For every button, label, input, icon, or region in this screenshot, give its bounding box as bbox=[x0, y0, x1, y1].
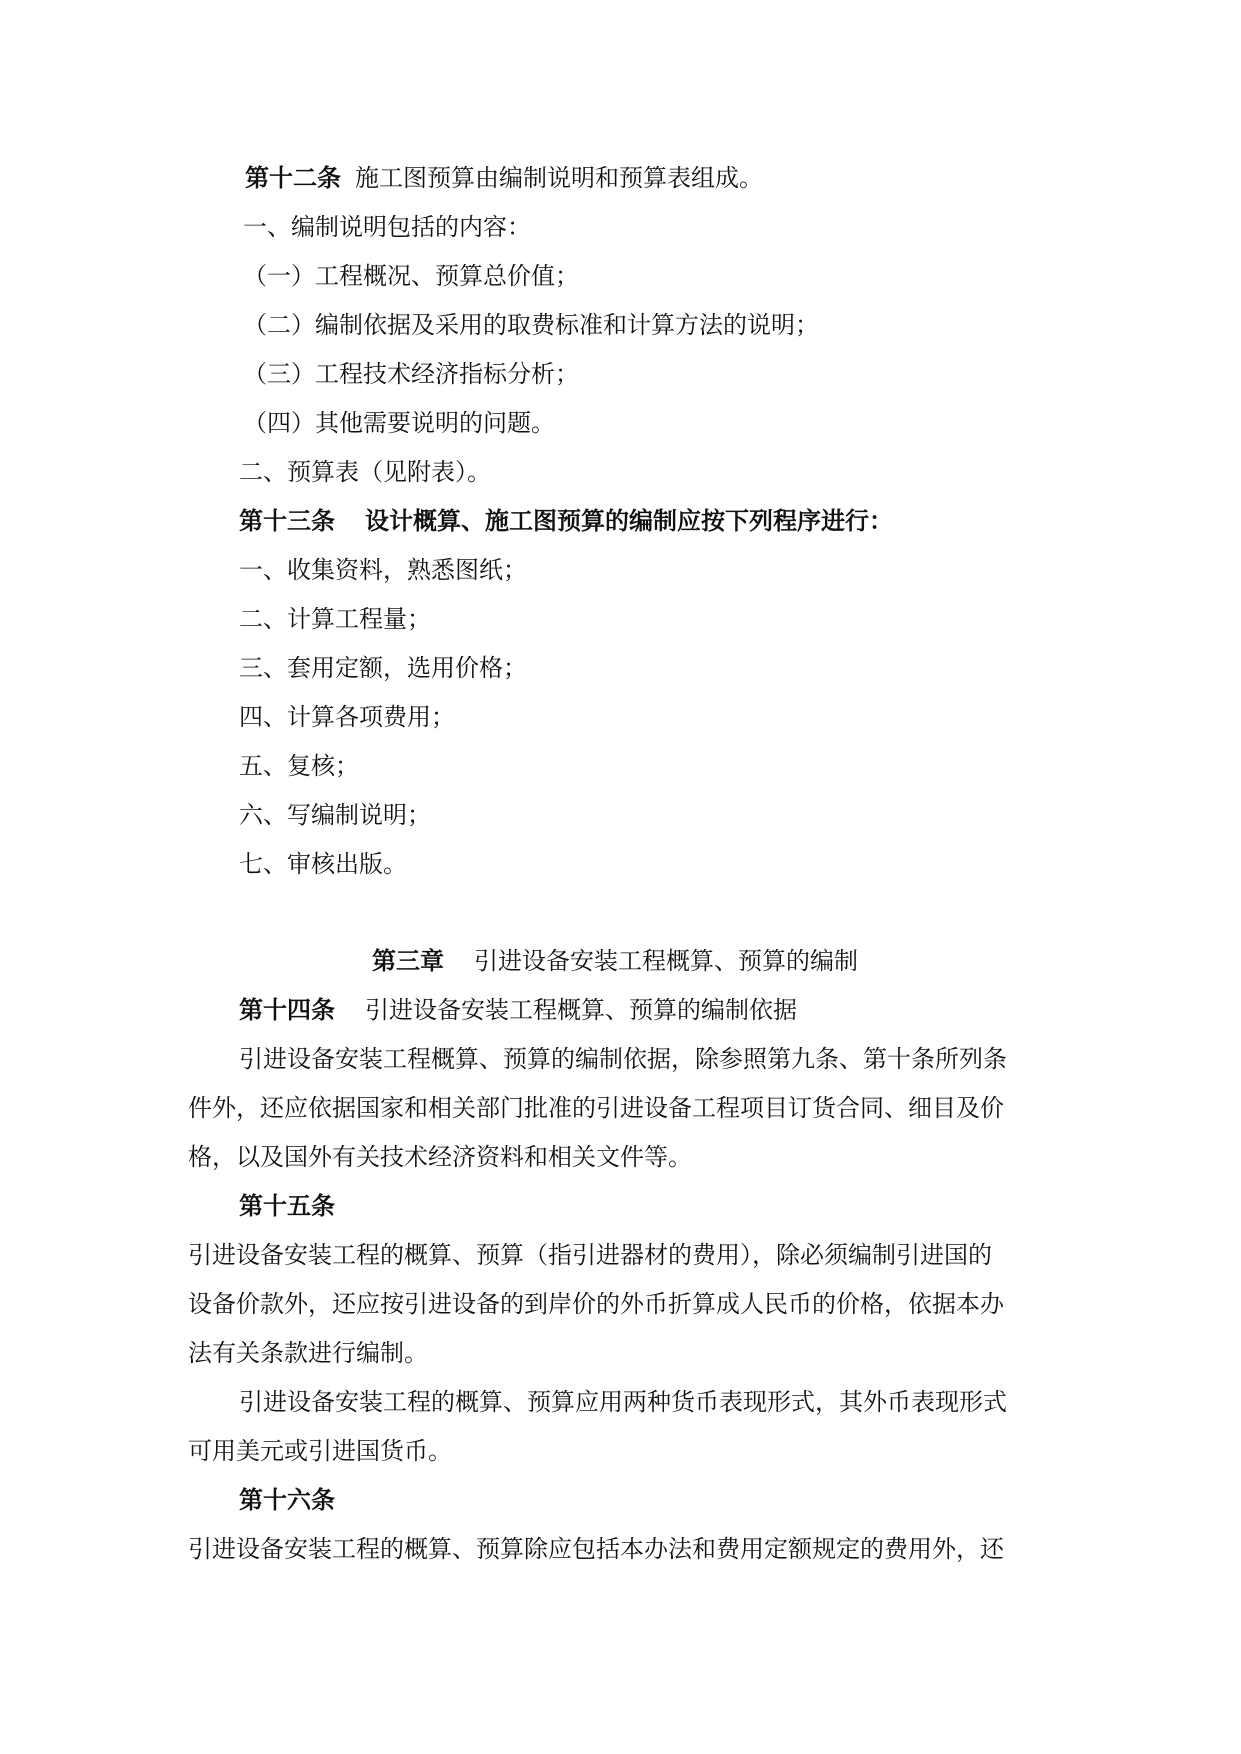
article-16-paragraph-line: 引进设备安装工程的概算、预算除应包括本办法和费用定额规定的费用外，还 bbox=[188, 1535, 1004, 1563]
article-15-title: 第十五条 bbox=[239, 1191, 335, 1220]
article-14-paragraph-line: 件外，还应依据国家和相关部门批准的引进设备工程项目订货合同、细目及价 bbox=[188, 1094, 1004, 1122]
article-15-paragraph-line: 可用美元或引进国货币。 bbox=[188, 1437, 452, 1465]
article-12-line-4: （三）工程技术经济指标分析； bbox=[243, 360, 579, 388]
article-12-line-6: 二、预算表（见附表）。 bbox=[239, 458, 491, 486]
article-13-title: 第十三条 bbox=[239, 506, 335, 535]
article-15-paragraph-line: 设备价款外，还应按引进设备的到岸价的外币折算成人民币的价格，依据本办 bbox=[188, 1290, 1004, 1318]
article-15-paragraph-line: 引进设备安装工程的概算、预算应用两种货币表现形式，其外币表现形式 bbox=[239, 1388, 1007, 1416]
article-13-step: 二、计算工程量； bbox=[239, 605, 431, 633]
article-12-line-5: （四）其他需要说明的问题。 bbox=[243, 409, 555, 437]
article-12-line-2: （一）工程概况、预算总价值； bbox=[243, 262, 579, 290]
chapter-3-title: 引进设备安装工程概算、预算的编制 bbox=[474, 947, 858, 975]
article-15-paragraph-line: 引进设备安装工程的概算、预算（指引进器材的费用），除必须编制引进国的 bbox=[188, 1241, 992, 1269]
article-14-paragraph-line: 格，以及国外有关技术经济资料和相关文件等。 bbox=[188, 1143, 692, 1171]
article-13-step: 七、审核出版。 bbox=[239, 850, 407, 878]
chapter-3-heading bbox=[372, 945, 858, 977]
chapter-3-number: 第三章 bbox=[372, 946, 444, 975]
article-13-heading bbox=[239, 505, 893, 537]
article-12-heading bbox=[245, 162, 763, 194]
article-12-line-1: 一、编制说明包括的内容： bbox=[243, 213, 531, 241]
article-13-text: 设计概算、施工图预算的编制应按下列程序进行： bbox=[365, 506, 893, 535]
article-15-paragraph-line: 法有关条款进行编制。 bbox=[188, 1339, 428, 1367]
article-16-title: 第十六条 bbox=[239, 1485, 335, 1514]
article-12-line-3: （二）编制依据及采用的取费标准和计算方法的说明； bbox=[243, 311, 819, 339]
article-14-title: 第十四条 bbox=[239, 995, 335, 1024]
article-13-step: 五、复核； bbox=[239, 752, 359, 780]
article-13-step: 三、套用定额，选用价格； bbox=[239, 654, 527, 682]
article-13-step: 四、计算各项费用； bbox=[239, 703, 455, 731]
article-12-title: 第十二条 bbox=[245, 163, 341, 192]
article-14-heading bbox=[239, 994, 797, 1026]
article-14-text: 引进设备安装工程概算、预算的编制依据 bbox=[365, 996, 797, 1024]
article-14-paragraph-line: 引进设备安装工程概算、预算的编制依据，除参照第九条、第十条所列条 bbox=[239, 1045, 1007, 1073]
article-12-text: 施工图预算由编制说明和预算表组成。 bbox=[355, 164, 763, 192]
article-13-step: 六、写编制说明； bbox=[239, 801, 431, 829]
article-13-step: 一、收集资料，熟悉图纸； bbox=[239, 556, 527, 584]
